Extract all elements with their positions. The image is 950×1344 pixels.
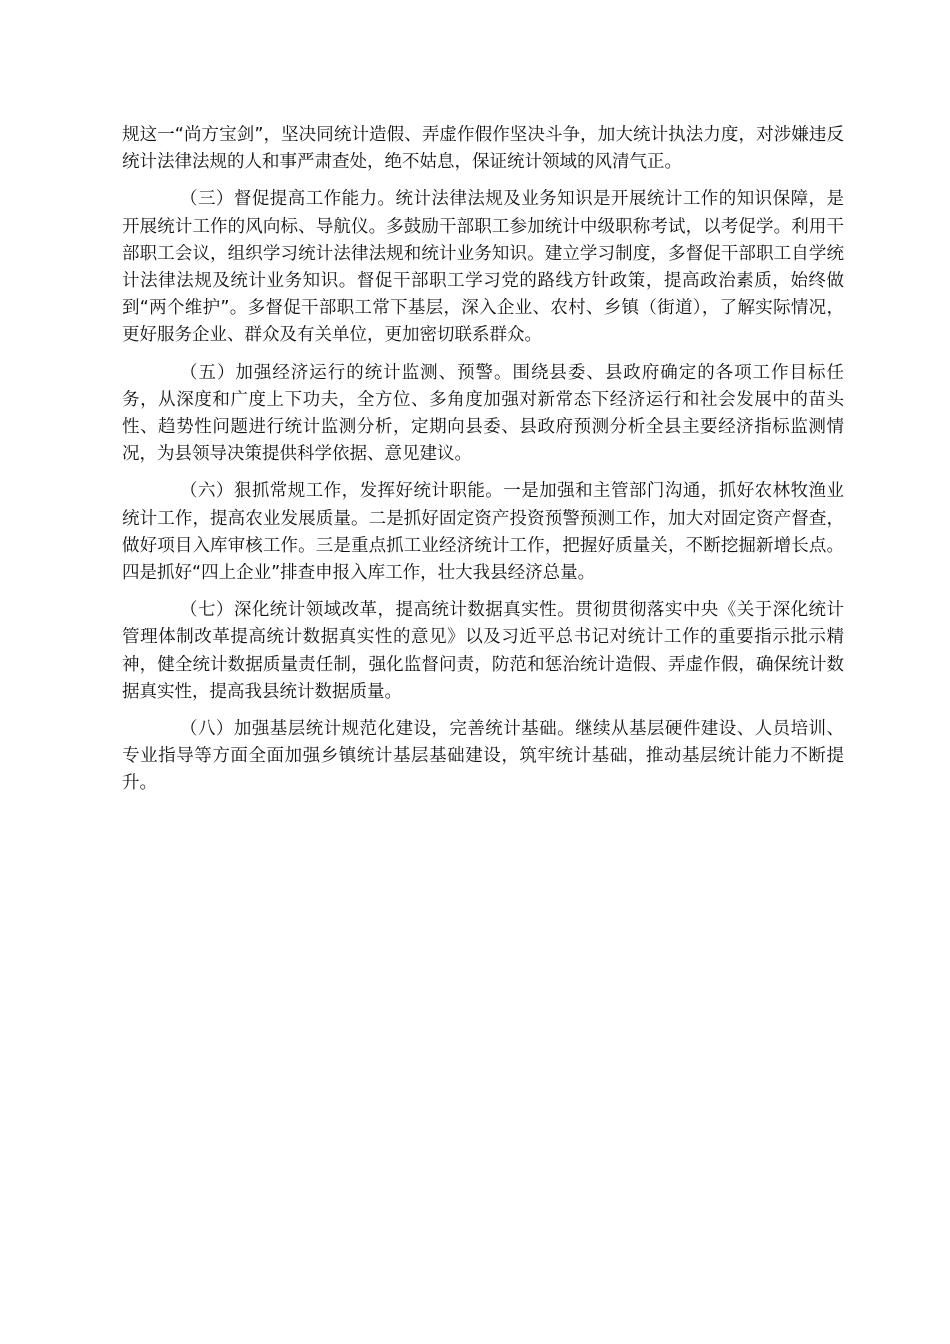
paragraph-section-8: （八）加强基层统计规范化建设，完善统计基础。继续从基层硬件建设、人员培训、专业指导等方面全面加强乡镇统计基层基础建设，筑牢统计基础，推动基层统计能力不断提升。 [122, 719, 844, 794]
paragraph-section-6: （六）狠抓常规工作，发挥好统计职能。一是加强和主管部门沟通，抓好农林牧渔业统计工作，提高农业发展质量。二是抓好固定资产投资预警预测工作，加大对固定资产督查，做好项目入库审核工作。三是重点抓工业经济统计工作，把握好质量关，不断挖掘新增长点。四是抓好“四上企业”排查申报入库工作，壮大我县经济总量。 [122, 481, 844, 584]
paragraph-section-5: （五）加强经济运行的统计监测、预警。围绕县委、县政府确定的各项工作目标任务，从深度和广度上下功夫，全方位、多角度加强对新常态下经济运行和社会发展中的苗头性、趋势性问题进行统计监测分析，定期向县委、县政府预测分析全县主要经济指标监测情况，为县领导决策提供科学依据、意见建议。 [122, 362, 844, 465]
paragraph-continuation: 规这一“尚方宝剑”，坚决同统计造假、弄虚作假作坚决斗争，加大统计执法力度，对涉嫌违反统计法律法规的人和事严肃查处，绝不姑息，保证统计领域的风清气正。 [122, 125, 844, 173]
paragraph-section-3: （三）督促提高工作能力。统计法律法规及业务知识是开展统计工作的知识保障，是开展统计工作的风向标、导航仪。多鼓励干部职工参加统计中级职称考试，以考促学。利用干部职工会议，组织学习统计法律法规和统计业务知识。建立学习制度，多督促干部职工自学统计法律法规及统计业务知识。督促干部职工学习党的路线方针政策，提高政治素质，始终做到“两个维护”。多督促干部职工常下基层，深入企业、农村、乡镇（街道），了解实际情况，更好服务企业、群众及有关单位，更加密切联系群众。 [122, 189, 844, 346]
document-body [122, 122, 844, 798]
paragraph-section-7: （七）深化统计领域改革，提高统计数据真实性。贯彻贯彻落实中央《关于深化统计管理体制改革提高统计数据真实性的意见》以及习近平总书记对统计工作的重要指示批示精神，健全统计数据质量责任制，强化监督问责，防范和惩治统计造假、弄虚作假，确保统计数据真实性，提高我县统计数据质量。 [122, 600, 844, 702]
